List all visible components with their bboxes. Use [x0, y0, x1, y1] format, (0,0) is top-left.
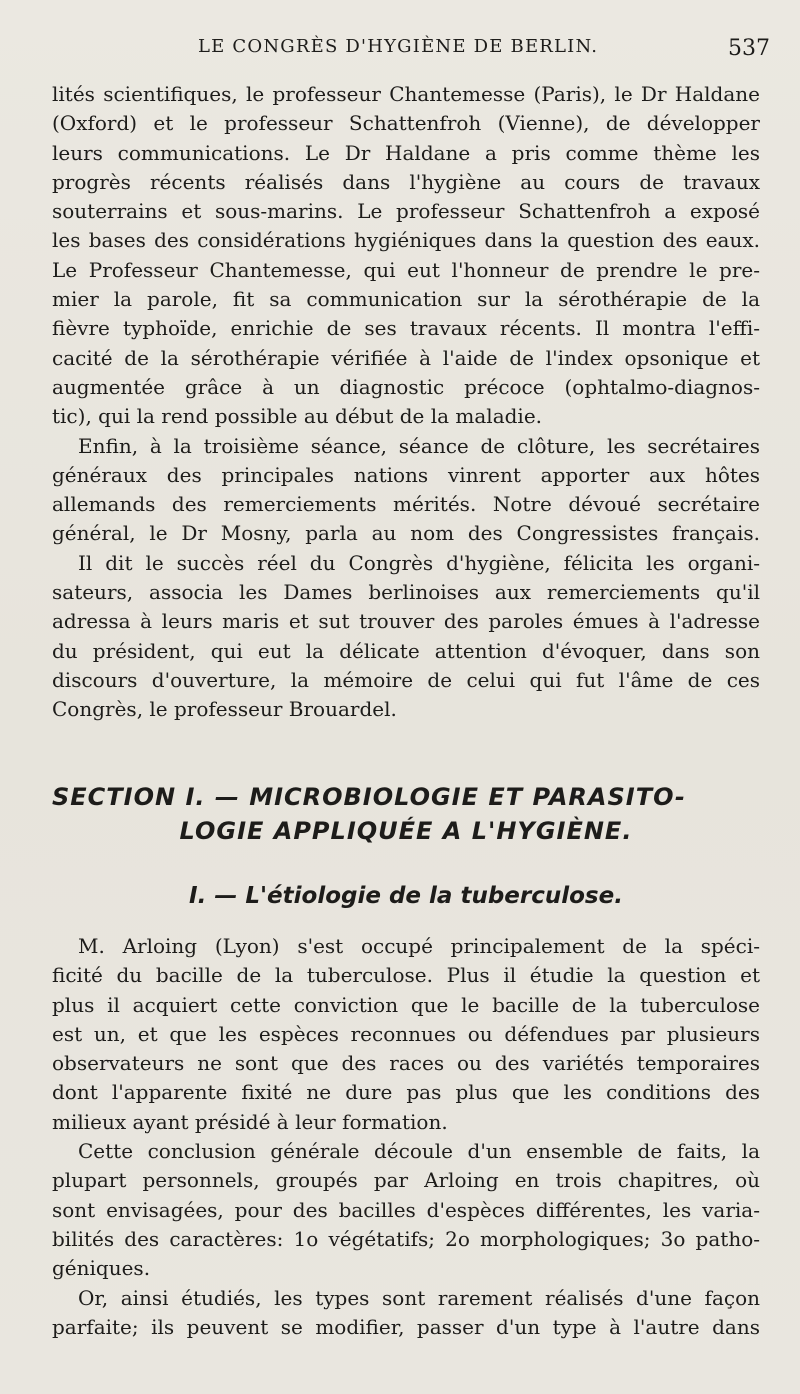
paragraph-block-bottom — [52, 932, 760, 1342]
text-line: cacité de la sérothérapie vérifiée à l'aide de l'index opsonique et — [52, 345, 760, 370]
text-line: Cette conclusion générale découle d'un ensemble de faits, la — [78, 1139, 760, 1164]
page-number: 537 — [728, 36, 770, 61]
running-title: LE CONGRÈS D'HYGIÈNE DE BERLIN. — [198, 36, 599, 57]
text-line: généraux des principales nations vinrent apporter aux hôtes — [52, 462, 760, 487]
text-line: (Oxford) et le professeur Schattenfroh (Vienne), de développer — [52, 111, 760, 136]
text-line: les bases des considérations hygiéniques dans la question des eaux. — [52, 228, 760, 253]
text-line: souterrains et sous-marins. Le professeur Schattenfroh a exposé — [52, 199, 760, 224]
text-line: est un, et que les espèces reconnues ou défendues par plusieurs — [52, 1021, 760, 1046]
section-heading-line: SECTION I. — MICROBIOLOGIE ET PARASITO- — [52, 783, 686, 811]
text-line: adressa à leurs maris et sut trouver des paroles émues à l'adresse — [52, 609, 760, 634]
section-heading — [52, 780, 760, 848]
text-line: augmentée grâce à un diagnostic précoce (ophtalmo-diagnos- — [52, 374, 760, 399]
text-line: parfaite; ils peuvent se modifier, passer d'un type à l'autre dans — [52, 1314, 760, 1339]
text-line: mier la parole, fit sa communication sur la sérothérapie de la — [52, 287, 760, 312]
paragraph-block-top — [52, 80, 760, 725]
text-line: M. Arloing (Lyon) s'est occupé principalement de la spéci- — [78, 934, 760, 958]
text-line: sont envisagées, pour des bacilles d'espèces différentes, les varia- — [52, 1197, 760, 1222]
text-line: ficité du bacille de la tuberculose. Plus il étudie la question et — [52, 963, 760, 988]
text-line: fièvre typhoïde, enrichie de ses travaux récents. Il montra l'effi- — [52, 316, 760, 341]
text-line: tic), qui la rend possible au début de la maladie. — [52, 404, 543, 429]
section-heading-line: LOGIE APPLIQUÉE A L'HYGIÈNE. — [179, 817, 633, 845]
text-line: allemands des remerciements mérités. Notre dévoué secrétaire — [52, 492, 760, 517]
text-line: géniques. — [52, 1256, 151, 1281]
subsection-heading: I. — L'étiologie de la tuberculose. — [189, 883, 623, 909]
text-line: milieux ayant présidé à leur formation. — [52, 1109, 448, 1134]
text-line: Or, ainsi étudiés, les types sont rarement réalisés d'une façon — [78, 1285, 760, 1310]
text-line: général, le Dr Mosny, parla au nom des Congressistes français. — [52, 521, 760, 546]
text-line: sateurs, associa les Dames berlinoises aux remerciements qu'il — [52, 580, 760, 605]
text-line: Le Professeur Chantemesse, qui eut l'honneur de prendre le pre- — [52, 257, 760, 282]
text-line: bilités des caractères: 1o végétatifs; 2o morphologiques; 3o patho- — [52, 1226, 760, 1251]
text-line: lités scientifiques, le professeur Chantemesse (Paris), le Dr Haldane — [52, 82, 760, 106]
text-line: leurs communications. Le Dr Haldane a pris comme thème les — [52, 140, 760, 165]
text-line: Enfin, à la troisième séance, séance de clôture, les secrétaires — [78, 433, 760, 458]
text-line: du président, qui eut la délicate attention d'évoquer, dans son — [52, 638, 760, 663]
text-line: observateurs ne sont que des races ou des variétés temporaires — [52, 1051, 760, 1076]
running-head — [0, 36, 800, 70]
text-line: Congrès, le professeur Brouardel. — [52, 697, 397, 722]
text-line: discours d'ouverture, la mémoire de celui qui fut l'âme de ces — [52, 667, 760, 692]
text-line: progrès récents réalisés dans l'hygiène au cours de travaux — [52, 169, 760, 194]
text-line: plus il acquiert cette conviction que le bacille de la tuberculose — [52, 992, 760, 1017]
text-line: plupart personnels, groupés par Arloing en trois chapitres, où — [52, 1168, 760, 1193]
text-line: dont l'apparente fixité ne dure pas plus que les conditions des — [52, 1080, 760, 1105]
text-line: Il dit le succès réel du Congrès d'hygiène, félicita les organi- — [78, 550, 760, 575]
